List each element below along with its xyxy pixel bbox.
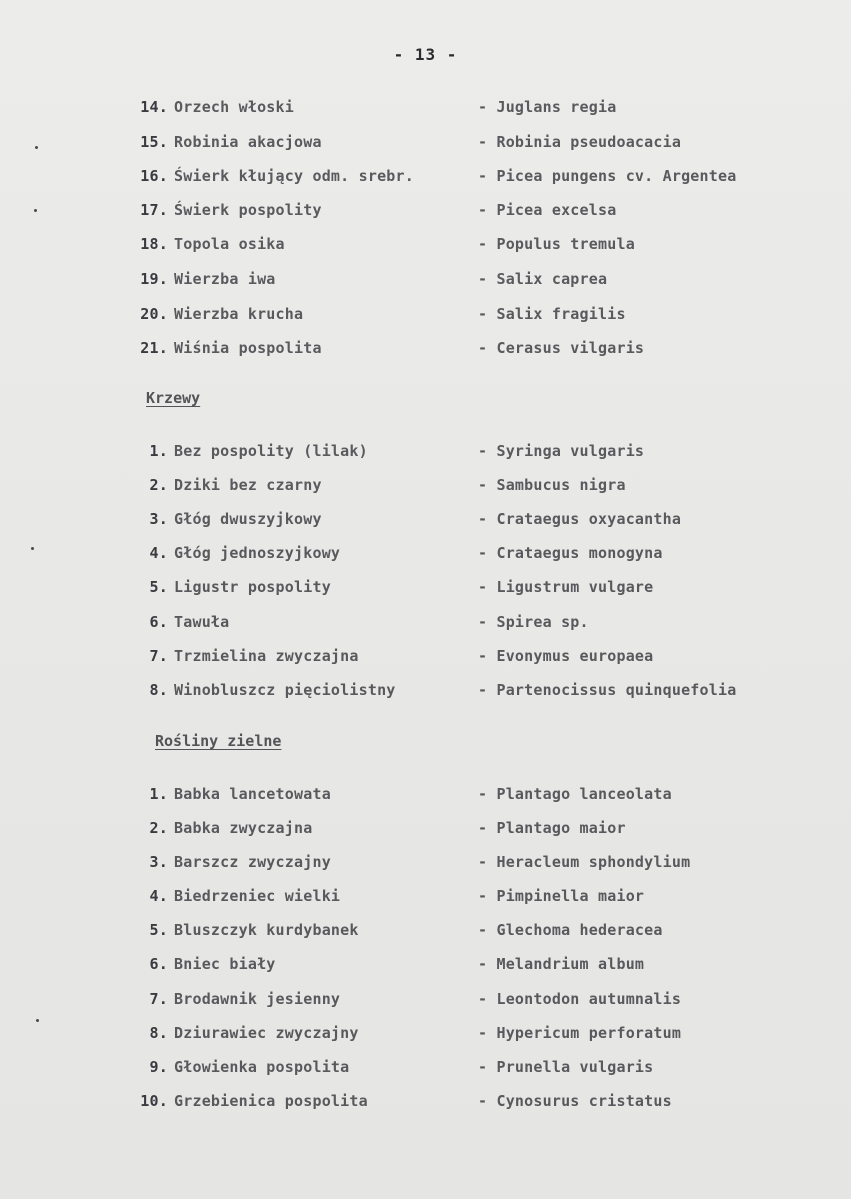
item-number: 21. (140, 339, 168, 357)
latin-name: - Partenocissus quinquefolia (478, 681, 737, 699)
polish-name: Topola osika (174, 235, 285, 253)
latin-name: - Evonymus europaea (478, 647, 654, 665)
latin-name: - Prunella vulgaris (478, 1058, 654, 1076)
latin-name: - Sambucus nigra (478, 476, 626, 494)
list-item (0, 1058, 851, 1082)
latin-name: - Hypericum perforatum (478, 1024, 682, 1042)
polish-name: Biedrzeniec wielki (174, 887, 341, 905)
list-item (0, 785, 851, 809)
item-number: 5. (149, 578, 168, 596)
item-number: 5. (149, 921, 168, 939)
polish-name: Dziurawiec zwyczajny (174, 1024, 359, 1042)
list-item (0, 133, 851, 157)
list-item (0, 578, 851, 602)
item-number: 3. (149, 853, 168, 871)
latin-name: - Juglans regia (478, 98, 617, 116)
scan-mark (31, 547, 34, 550)
item-number: 10. (140, 1092, 168, 1110)
latin-name: - Melandrium album (478, 955, 645, 973)
item-number: 1. (149, 785, 168, 803)
latin-name: - Robinia pseudoacacia (478, 133, 682, 151)
list-item (0, 442, 851, 466)
item-number: 15. (140, 133, 168, 151)
latin-name: - Pimpinella maior (478, 887, 645, 905)
polish-name: Świerk kłujący odm. srebr. (174, 167, 414, 185)
latin-name: - Salix caprea (478, 270, 608, 288)
latin-name: - Crataegus oxyacantha (478, 510, 682, 528)
latin-name: - Syringa vulgaris (478, 442, 645, 460)
latin-name: - Glechoma hederacea (478, 921, 663, 939)
list-item (0, 305, 851, 329)
polish-name: Dziki bez czarny (174, 476, 322, 494)
item-number: 1. (149, 442, 168, 460)
scan-mark (34, 209, 37, 212)
latin-name: - Spirea sp. (478, 613, 589, 631)
polish-name: Ligustr pospolity (174, 578, 331, 596)
list-item (0, 544, 851, 568)
list-item (0, 681, 851, 705)
polish-name: Wierzba iwa (174, 270, 276, 288)
section-heading-shrubs: Krzewy (146, 389, 201, 407)
polish-name: Wiśnia pospolita (174, 339, 322, 357)
item-number: 7. (149, 990, 168, 1008)
polish-name: Orzech włoski (174, 98, 294, 116)
item-number: 9. (149, 1058, 168, 1076)
item-number: 14. (140, 98, 168, 116)
list-item (0, 476, 851, 500)
item-number: 20. (140, 305, 168, 323)
polish-name: Bez pospolity (lilak) (174, 442, 368, 460)
list-item (0, 955, 851, 979)
polish-name: Głóg dwuszyjkowy (174, 510, 322, 528)
list-item (0, 167, 851, 191)
list-item (0, 921, 851, 945)
item-number: 8. (149, 1024, 168, 1042)
latin-name: - Cerasus vilgaris (478, 339, 645, 357)
item-number: 6. (149, 613, 168, 631)
page-number: - 13 - (393, 45, 458, 64)
latin-name: - Populus tremula (478, 235, 635, 253)
latin-name: - Crataegus monogyna (478, 544, 663, 562)
item-number: 6. (149, 955, 168, 973)
latin-name: - Picea excelsa (478, 201, 617, 219)
list-item (0, 887, 851, 911)
scan-mark (36, 1019, 39, 1022)
polish-name: Tawuła (174, 613, 230, 631)
latin-name: - Plantago maior (478, 819, 626, 837)
list-item (0, 1024, 851, 1048)
polish-name: Świerk pospolity (174, 201, 322, 219)
list-item (0, 339, 851, 363)
polish-name: Bluszczyk kurdybanek (174, 921, 359, 939)
list-item (0, 647, 851, 671)
list-item (0, 510, 851, 534)
polish-name: Barszcz zwyczajny (174, 853, 331, 871)
polish-name: Babka lancetowata (174, 785, 331, 803)
item-number: 17. (140, 201, 168, 219)
polish-name: Brodawnik jesienny (174, 990, 341, 1008)
polish-name: Wierzba krucha (174, 305, 304, 323)
latin-name: - Ligustrum vulgare (478, 578, 654, 596)
polish-name: Bniec biały (174, 955, 276, 973)
list-item (0, 270, 851, 294)
list-item (0, 1092, 851, 1116)
item-number: 4. (149, 887, 168, 905)
item-number: 19. (140, 270, 168, 288)
polish-name: Głóg jednoszyjkowy (174, 544, 341, 562)
item-number: 4. (149, 544, 168, 562)
polish-name: Głowienka pospolita (174, 1058, 350, 1076)
polish-name: Grzebienica pospolita (174, 1092, 368, 1110)
item-number: 18. (140, 235, 168, 253)
list-item (0, 990, 851, 1014)
latin-name: - Picea pungens cv. Argentea (478, 167, 737, 185)
latin-name: - Salix fragilis (478, 305, 626, 323)
item-number: 3. (149, 510, 168, 528)
list-item (0, 235, 851, 259)
list-item (0, 98, 851, 122)
section-heading-herbs: Rośliny zielne (155, 732, 282, 750)
latin-name: - Heracleum sphondylium (478, 853, 691, 871)
polish-name: Winobluszcz pięciolistny (174, 681, 396, 699)
item-number: 2. (149, 476, 168, 494)
latin-name: - Plantago lanceolata (478, 785, 672, 803)
item-number: 8. (149, 681, 168, 699)
list-item (0, 853, 851, 877)
latin-name: - Cynosurus cristatus (478, 1092, 672, 1110)
item-number: 16. (140, 167, 168, 185)
polish-name: Trzmielina zwyczajna (174, 647, 359, 665)
scan-mark (35, 146, 38, 149)
latin-name: - Leontodon autumnalis (478, 990, 682, 1008)
list-item (0, 613, 851, 637)
polish-name: Robinia akacjowa (174, 133, 322, 151)
item-number: 7. (149, 647, 168, 665)
item-number: 2. (149, 819, 168, 837)
list-item (0, 201, 851, 225)
list-item (0, 819, 851, 843)
polish-name: Babka zwyczajna (174, 819, 313, 837)
